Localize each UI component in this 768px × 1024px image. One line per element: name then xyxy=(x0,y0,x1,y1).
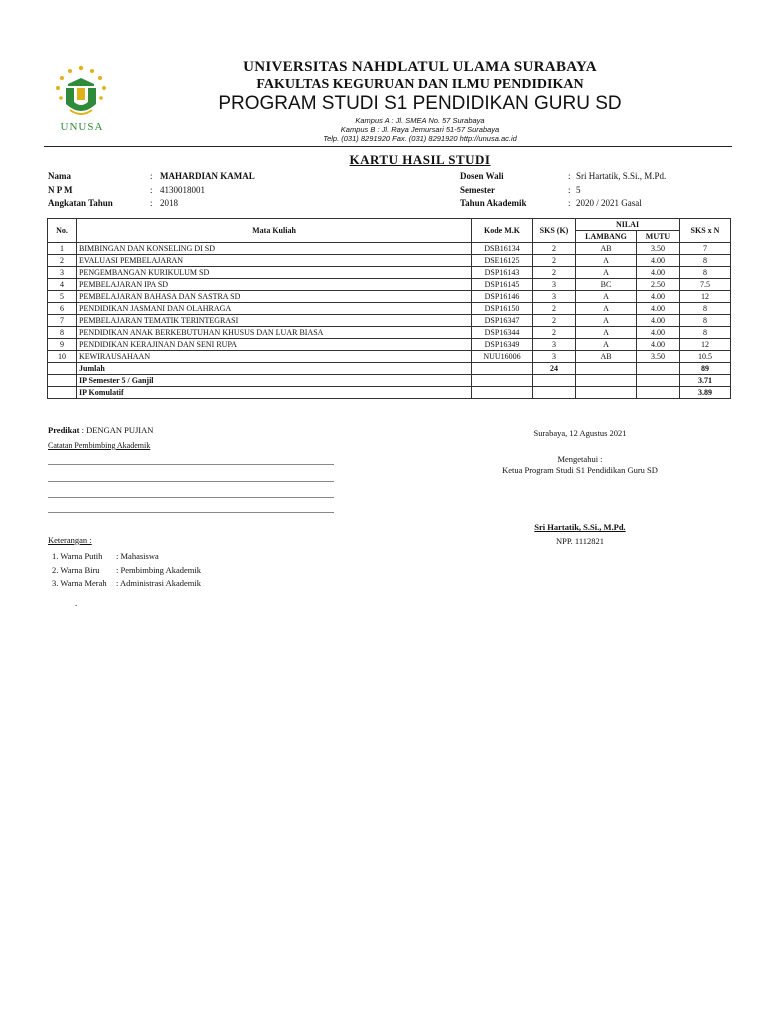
table-row xyxy=(48,243,731,255)
row-kode: DSP16150 xyxy=(472,303,533,315)
ipk-row xyxy=(48,387,731,399)
row-mutu: 4.00 xyxy=(637,303,680,315)
row-lambang: A xyxy=(576,267,637,279)
note-3-label: 3. Warna Merah xyxy=(52,578,107,588)
dosen-value: Sri Hartatik, S.Si., M.Pd. xyxy=(576,171,667,181)
ipk-value: 3.89 xyxy=(680,387,731,399)
col-mutu: MUTU xyxy=(637,231,680,243)
note-1-value: : Mahasiswa xyxy=(116,551,159,561)
row-kode: DSP16344 xyxy=(472,327,533,339)
note-line xyxy=(48,497,334,498)
row-lambang: AB xyxy=(576,243,637,255)
row-sks: 2 xyxy=(533,327,576,339)
row-sks: 2 xyxy=(533,303,576,315)
col-sks-x-n: SKS x N xyxy=(680,219,731,243)
ips-label: IP Semester 5 / Ganjil xyxy=(77,375,472,387)
row-mutu: 2.50 xyxy=(637,279,680,291)
row-mata-kuliah: PEMBELAJARAN BAHASA DAN SASTRA SD xyxy=(77,291,472,303)
grades-table xyxy=(47,218,731,399)
row-kode: DSP16347 xyxy=(472,315,533,327)
note-line xyxy=(48,464,334,465)
predikat-value: : DENGAN PUJIAN xyxy=(81,425,154,435)
table-row xyxy=(48,255,731,267)
signer-npp: NPP. 1112821 xyxy=(555,536,605,546)
row-no: 10 xyxy=(48,351,77,363)
row-no: 6 xyxy=(48,303,77,315)
col-mata-kuliah: Mata Kuliah xyxy=(77,219,472,243)
row-lambang: A xyxy=(576,255,637,267)
row-kode: DSP16145 xyxy=(472,279,533,291)
table-row xyxy=(48,327,731,339)
jumlah-label: Jumlah xyxy=(77,363,472,375)
note-2-value: : Pembimbing Akademik xyxy=(116,565,201,575)
row-sks: 3 xyxy=(533,279,576,291)
row-sksxn: 8 xyxy=(680,255,731,267)
row-no: 1 xyxy=(48,243,77,255)
jabatan: Ketua Program Studi S1 Pendidikan Guru SD xyxy=(502,465,658,475)
npm-value: 4130018001 xyxy=(160,185,205,195)
note-line xyxy=(48,481,334,482)
row-mata-kuliah: PENDIDIKAN KERAJINAN DAN SENI RUPA xyxy=(77,339,472,351)
row-no: 7 xyxy=(48,315,77,327)
jumlah-sks: 24 xyxy=(533,363,576,375)
nama-value: MAHARDIAN KAMAL xyxy=(160,171,255,181)
signer-name: Sri Hartatik, S.Si., M.Pd. xyxy=(534,522,626,532)
row-kode: DSP16349 xyxy=(472,339,533,351)
colon: : xyxy=(568,171,571,181)
contact-info: Telp. (031) 8291920 Fax. (031) 8291920 http://unusa.ac.id xyxy=(323,134,517,143)
table-row xyxy=(48,291,731,303)
row-mutu: 3.50 xyxy=(637,351,680,363)
semester-value: 5 xyxy=(576,185,581,195)
row-sks: 2 xyxy=(533,243,576,255)
row-lambang: BC xyxy=(576,279,637,291)
table-row xyxy=(48,339,731,351)
row-mata-kuliah: PENDIDIKAN ANAK BERKEBUTUHAN KHUSUS DAN LUAR BIASA xyxy=(77,327,472,339)
row-mutu: 3.50 xyxy=(637,243,680,255)
row-sksxn: 8 xyxy=(680,327,731,339)
program-name: PROGRAM STUDI S1 PENDIDIKAN GURU SD xyxy=(218,93,622,114)
predikat xyxy=(48,425,153,435)
table-row xyxy=(48,351,731,363)
row-lambang: A xyxy=(576,291,637,303)
row-sks: 3 xyxy=(533,351,576,363)
document-title: KARTU HASIL STUDI xyxy=(349,152,491,167)
row-sksxn: 10.5 xyxy=(680,351,731,363)
row-mata-kuliah: PENDIDIKAN JASMANI DAN OLAHRAGA xyxy=(77,303,472,315)
row-mutu: 4.00 xyxy=(637,255,680,267)
col-no: No. xyxy=(48,219,77,243)
row-lambang: A xyxy=(576,303,637,315)
col-nilai: NILAI xyxy=(576,219,680,231)
row-kode: DSB16134 xyxy=(472,243,533,255)
row-kode: DSE16125 xyxy=(472,255,533,267)
row-sks: 2 xyxy=(533,315,576,327)
row-lambang: A xyxy=(576,339,637,351)
angkatan-value: 2018 xyxy=(160,198,178,208)
row-kode: NUU16006 xyxy=(472,351,533,363)
campus-b: Kampus B : Jl. Raya Jemursari 51-57 Surabaya xyxy=(340,125,500,134)
ips-row xyxy=(48,375,731,387)
row-no: 2 xyxy=(48,255,77,267)
dosen-label: Dosen Wali xyxy=(460,171,504,181)
row-sksxn: 8 xyxy=(680,267,731,279)
row-sksxn: 8 xyxy=(680,315,731,327)
row-sks: 3 xyxy=(533,291,576,303)
tahun-label: Tahun Akademik xyxy=(460,198,527,208)
mengetahui: Mengetahui : xyxy=(557,454,603,464)
table-row xyxy=(48,303,731,315)
row-mata-kuliah: KEWIRAUSAHAAN xyxy=(77,351,472,363)
angkatan-label: Angkatan Tahun xyxy=(48,198,113,208)
row-sks: 2 xyxy=(533,267,576,279)
row-mutu: 4.00 xyxy=(637,267,680,279)
row-no: 4 xyxy=(48,279,77,291)
dot: . xyxy=(75,598,78,608)
nama-label: Nama xyxy=(48,171,71,181)
colon: : xyxy=(150,185,153,195)
campus-a: Kampus A : Jl. SMEA No. 57 Surabaya xyxy=(355,116,485,125)
row-sksxn: 8 xyxy=(680,303,731,315)
row-sksxn: 12 xyxy=(680,339,731,351)
npm-label: N P M xyxy=(48,185,73,195)
table-row xyxy=(48,279,731,291)
keterangan-label: Keterangan : xyxy=(48,535,92,545)
row-kode: DSP16143 xyxy=(472,267,533,279)
row-sksxn: 7 xyxy=(680,243,731,255)
row-mata-kuliah: BIMBINGAN DAN KONSELING DI SD xyxy=(77,243,472,255)
colon: : xyxy=(150,198,153,208)
colon: : xyxy=(568,185,571,195)
row-sksxn: 7.5 xyxy=(680,279,731,291)
logo-text: UNUSA xyxy=(60,121,104,133)
row-kode: DSP16146 xyxy=(472,291,533,303)
catatan-label: Catatan Pembimbing Akademik xyxy=(48,441,151,450)
jumlah-sksxn: 89 xyxy=(680,363,731,375)
predikat-label: Predikat xyxy=(48,425,80,435)
row-lambang: A xyxy=(576,327,637,339)
row-mata-kuliah: PEMBELAJARAN TEMATIK TERINTEGRASI xyxy=(77,315,472,327)
row-no: 8 xyxy=(48,327,77,339)
note-2-label: 2. Warna Biru xyxy=(52,565,100,575)
faculty-name: FAKULTAS KEGURUAN DAN ILMU PENDIDIKAN xyxy=(256,77,584,92)
note-3-value: : Administrasi Akademik xyxy=(116,578,201,588)
place-date: Surabaya, 12 Agustus 2021 xyxy=(533,428,627,438)
col-sks: SKS (K) xyxy=(533,219,576,243)
row-mutu: 4.00 xyxy=(637,291,680,303)
row-no: 9 xyxy=(48,339,77,351)
university-name: UNIVERSITAS NAHDLATUL ULAMA SURABAYA xyxy=(243,59,597,75)
note-1-label: 1. Warna Putih xyxy=(52,551,103,561)
row-sksxn: 12 xyxy=(680,291,731,303)
row-sks: 3 xyxy=(533,339,576,351)
semester-label: Semester xyxy=(460,185,495,195)
tahun-value: 2020 / 2021 Gasal xyxy=(576,198,642,208)
row-mata-kuliah: PENGEMBANGAN KURIKULUM SD xyxy=(77,267,472,279)
table-row xyxy=(48,315,731,327)
table-row xyxy=(48,267,731,279)
row-no: 3 xyxy=(48,267,77,279)
row-mutu: 4.00 xyxy=(637,315,680,327)
header-divider xyxy=(44,146,732,147)
note-line xyxy=(48,512,334,513)
row-no: 5 xyxy=(48,291,77,303)
col-lambang: LAMBANG xyxy=(576,231,637,243)
col-kode: Kode M.K xyxy=(472,219,533,243)
row-mutu: 4.00 xyxy=(637,327,680,339)
row-mutu: 4.00 xyxy=(637,339,680,351)
colon: : xyxy=(150,171,153,181)
row-lambang: A xyxy=(576,315,637,327)
jumlah-row xyxy=(48,363,731,375)
row-lambang: AB xyxy=(576,351,637,363)
row-sks: 2 xyxy=(533,255,576,267)
ipk-label: IP Komulatif xyxy=(77,387,472,399)
colon: : xyxy=(568,198,571,208)
row-mata-kuliah: EVALUASI PEMBELAJARAN xyxy=(77,255,472,267)
row-mata-kuliah: PEMBELAJARAN IPA SD xyxy=(77,279,472,291)
ips-value: 3.71 xyxy=(680,375,731,387)
